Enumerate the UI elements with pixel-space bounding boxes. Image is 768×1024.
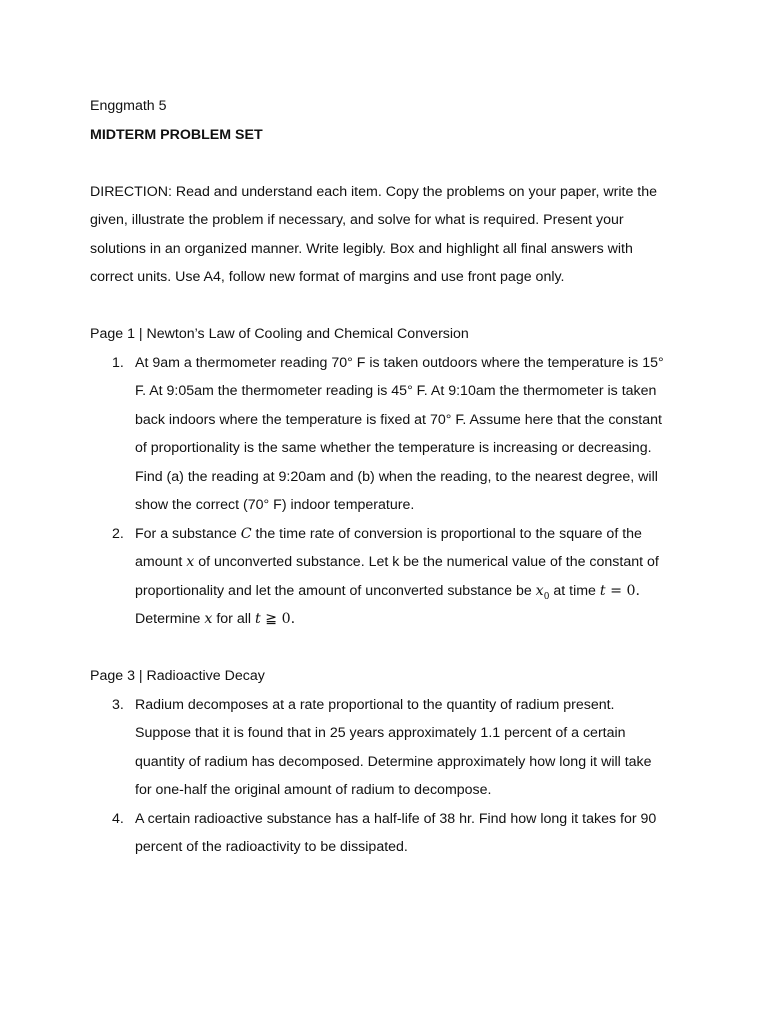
- problem-item-2: [90, 520, 680, 634]
- direction-line: correct units. Use A4, follow new format of margins and use front page only.: [90, 269, 565, 285]
- problem-line: quantity of radium has decomposed. Determine approximately how long it will take: [135, 753, 652, 770]
- math-variable: t: [254, 611, 261, 627]
- document-title: MIDTERM PROBLEM SET: [90, 126, 263, 143]
- problem-line: back indoors where the temperature is fixed at 70° F. Assume here that the constant: [135, 411, 662, 428]
- problem-line: For a substance C the time rate of conversion is proportional to the square of the: [135, 525, 642, 542]
- direction-line: DIRECTION: Read and understand each item. Copy the problems on your paper, write the: [90, 183, 658, 200]
- direction-line: solutions in an organized manner. Write legibly. Box and highlight all final answers with: [90, 240, 633, 257]
- problem-line: of proportionality is the same whether the temperature is increasing or decreasing.: [135, 440, 652, 456]
- problem-line: amount x of unconverted substance. Let k be the numerical value of the constant of: [135, 554, 659, 570]
- problem-number: 3.: [112, 696, 124, 713]
- math-variable: x: [204, 611, 213, 627]
- math-variable: x: [535, 582, 544, 599]
- section-heading: Page 3 | Radioactive Decay: [90, 668, 265, 684]
- problem-line: At 9am a thermometer reading 70° F is taken outdoors where the temperature is 15°: [135, 354, 664, 371]
- problem-line: proportionality and let the amount of unconverted substance be $x_0$ at time t = 0.: [135, 582, 641, 602]
- problem-item-1: [90, 349, 680, 520]
- problem-item-4: [90, 805, 680, 862]
- problem-line: Suppose that it is found that in 25 years approximately 1.1 percent of a certain: [135, 725, 626, 741]
- problem-line: Determine x for all t ≧ 0.: [135, 611, 296, 627]
- section-radioactive-decay: [90, 662, 680, 862]
- document-page: [90, 92, 680, 862]
- problem-line: F. At 9:05am the thermometer reading is 45° F. At 9:10am the thermometer is taken: [135, 383, 657, 399]
- math-variable: C: [240, 525, 252, 542]
- direction-paragraph: [90, 178, 680, 292]
- problem-line: A certain radioactive substance has a half-life of 38 hr. Find how long it takes for 90: [135, 810, 657, 827]
- section-heading: Page 1 | Newton’s Law of Cooling and Chemical Conversion: [90, 326, 469, 342]
- problem-line: show the correct (70° F) indoor temperature.: [135, 497, 415, 513]
- problem-number: 4.: [112, 810, 124, 827]
- course-name: Enggmath 5: [90, 98, 167, 114]
- problem-line: Radium decomposes at a rate proportional to the quantity of radium present.: [135, 696, 615, 713]
- direction-line: given, illustrate the problem if necessary, and solve for what is required. Present your: [90, 212, 624, 228]
- problem-line: percent of the radioactivity to be dissipated.: [135, 839, 408, 855]
- problem-item-3: [90, 691, 680, 805]
- problem-line: for one-half the original amount of radium to decompose.: [135, 782, 492, 798]
- problem-number: 2.: [112, 525, 124, 542]
- math-variable: t: [599, 582, 606, 599]
- problem-line: Find (a) the reading at 9:20am and (b) when the reading, to the nearest degree, will: [135, 468, 658, 485]
- math-variable: x: [186, 554, 195, 570]
- problem-number: 1.: [112, 354, 124, 371]
- section-newtons-law: [90, 320, 680, 634]
- math-subscript: 0: [543, 591, 550, 602]
